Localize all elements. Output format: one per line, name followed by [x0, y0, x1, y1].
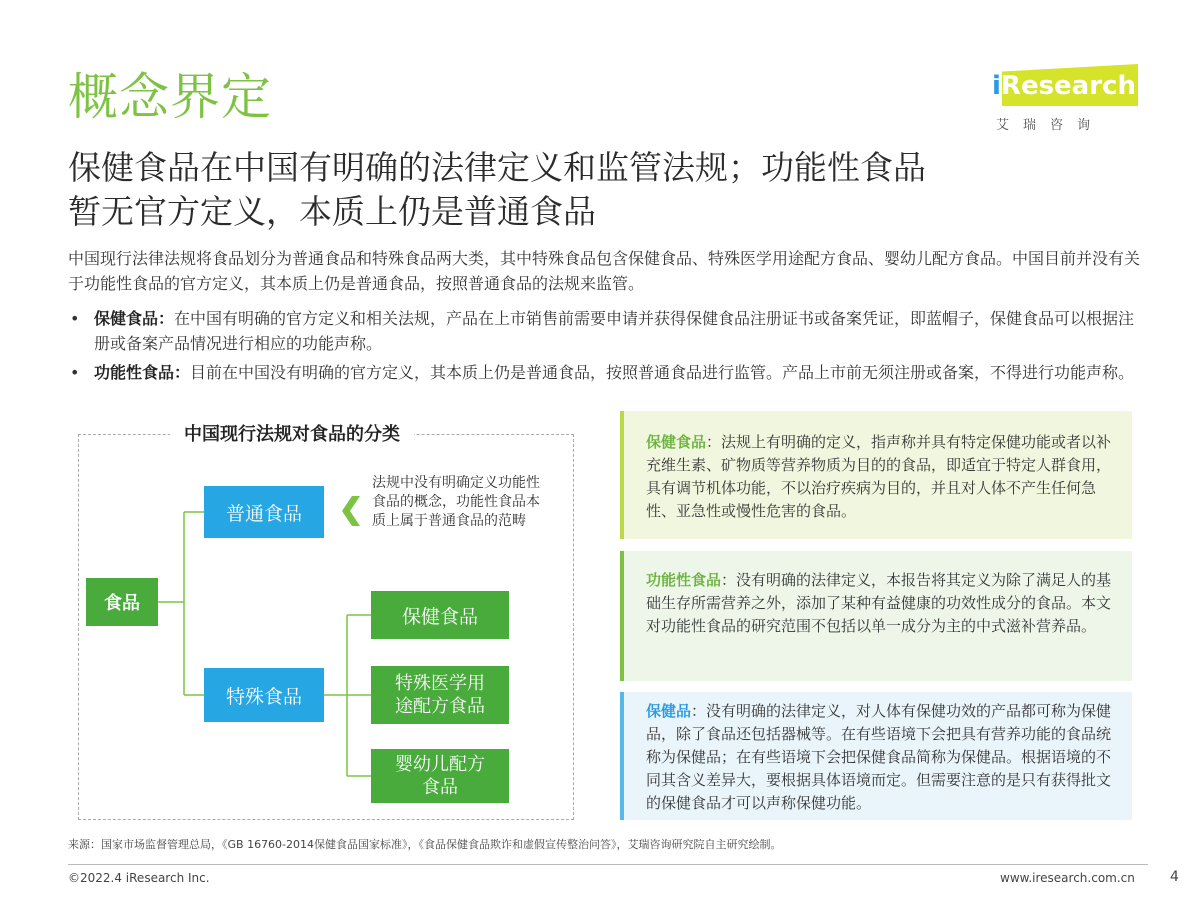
definition-text: ：没有明确的法律定义，本报告将其定义为除了满足人的基础生存所需营养之外，添加了某种有益健康的功效性成分的食品。本文对功能性食品的研究范围不包括以单一成分为主的中式滋补营养品。: [646, 571, 1112, 635]
definition-text: ：没有明确的法律定义，对人体有保健功效的产品都可称为保健品，除了食品还包括器械等。在有些语境下会把具有营养功能的食品统称为保健品；在有些语境下会把保健食品简称为保健品。根据语境的不同其含义差异大，要根据具体语境而定。但需要注意的是只有获得批文的保健食品才可以声称保健功能。: [646, 702, 1112, 812]
node-medical-line-1: 特殊医学用: [395, 673, 485, 694]
footer-copyright: ©2022.4 iResearch Inc.: [68, 871, 210, 885]
section-title: 概念界定: [68, 68, 272, 126]
definition-functional-food: [620, 551, 1132, 681]
node-infant-line-2: 食品: [422, 777, 458, 798]
bullet-text: 在中国有明确的官方定义和相关法规，产品在上市销售前需要申请并获得保健食品注册证书或备案凭证，即蓝帽子，保健食品可以根据注册或备案产品情况进行相应的功能声称。: [94, 309, 1135, 353]
page-number: 4: [1170, 869, 1179, 885]
node-medical-food: [371, 666, 509, 724]
source-note: 来源：国家市场监督管理总局，《GB 16760-2014保健食品国家标准》，《食品保健食品欺诈和虚假宣传整治问答》，艾瑞咨询研究院自主研究绘制。: [68, 838, 782, 851]
logo-subtitle: 艾瑞咨询: [996, 118, 1105, 133]
bullet-term: 功能性食品：: [94, 363, 191, 382]
node-medical-line-2: 途配方食品: [395, 696, 485, 717]
node-normal-food: 普通食品: [204, 486, 324, 538]
diagram-note: 法规中没有明确定义功能性食品的概念，功能性食品本质上属于普通食品的范畴: [372, 475, 540, 529]
diagram-title: 中国现行法规对食品的分类: [170, 420, 414, 446]
definition-health-food: [620, 411, 1132, 539]
definition-term: 保健食品: [646, 433, 707, 451]
node-health-food: 保健食品: [371, 591, 509, 639]
definition-term: 功能性食品: [646, 571, 722, 589]
node-food: 食品: [86, 578, 158, 626]
bullet-dot: •: [70, 363, 80, 382]
headline-line-1: 保健食品在中国有明确的法律定义和监管法规；功能性食品: [68, 148, 926, 187]
definition-health-product: [620, 692, 1132, 820]
definition-text: ：法规上有明确的定义，指声称并具有特定保健功能或者以补充维生素、矿物质等营养物质为目的的食品，即适宜于特定人群食用，具有调节机体功能，不以治疗疾病为目的，并且对人体不产生任何急性、亚急性或慢性危害的食品。: [646, 433, 1112, 520]
node-special-food: 特殊食品: [204, 668, 324, 722]
headline-line-2: 暂无官方定义，本质上仍是普通食品: [68, 192, 596, 231]
footer-divider: [68, 864, 1148, 865]
chevron-left-icon: [338, 494, 362, 528]
node-infant-food: [371, 749, 509, 803]
logo-brand-rest: Research: [1000, 71, 1136, 101]
node-infant-line-1: 婴幼儿配方: [395, 754, 485, 775]
footer-website: www.iresearch.com.cn: [1000, 871, 1135, 885]
bullet-text: 目前在中国没有明确的官方定义，其本质上仍是普通食品，按照普通食品进行监管。产品上市前无须注册或备案，不得进行功能声称。: [190, 363, 1135, 382]
definition-term: 保健品: [646, 702, 692, 720]
bullet-dot: •: [70, 309, 80, 328]
intro-paragraph: 中国现行法律法规将食品划分为普通食品和特殊食品两大类，其中特殊食品包含保健食品、特殊医学用途配方食品、婴幼儿配方食品。中国目前并没有关于功能性食品的官方定义，其本质上仍是普通食品，按照普通食品的法规来监管。: [68, 249, 1141, 293]
bullet-term: 保健食品：: [94, 309, 175, 328]
logo-brand-i: i: [992, 71, 1001, 101]
